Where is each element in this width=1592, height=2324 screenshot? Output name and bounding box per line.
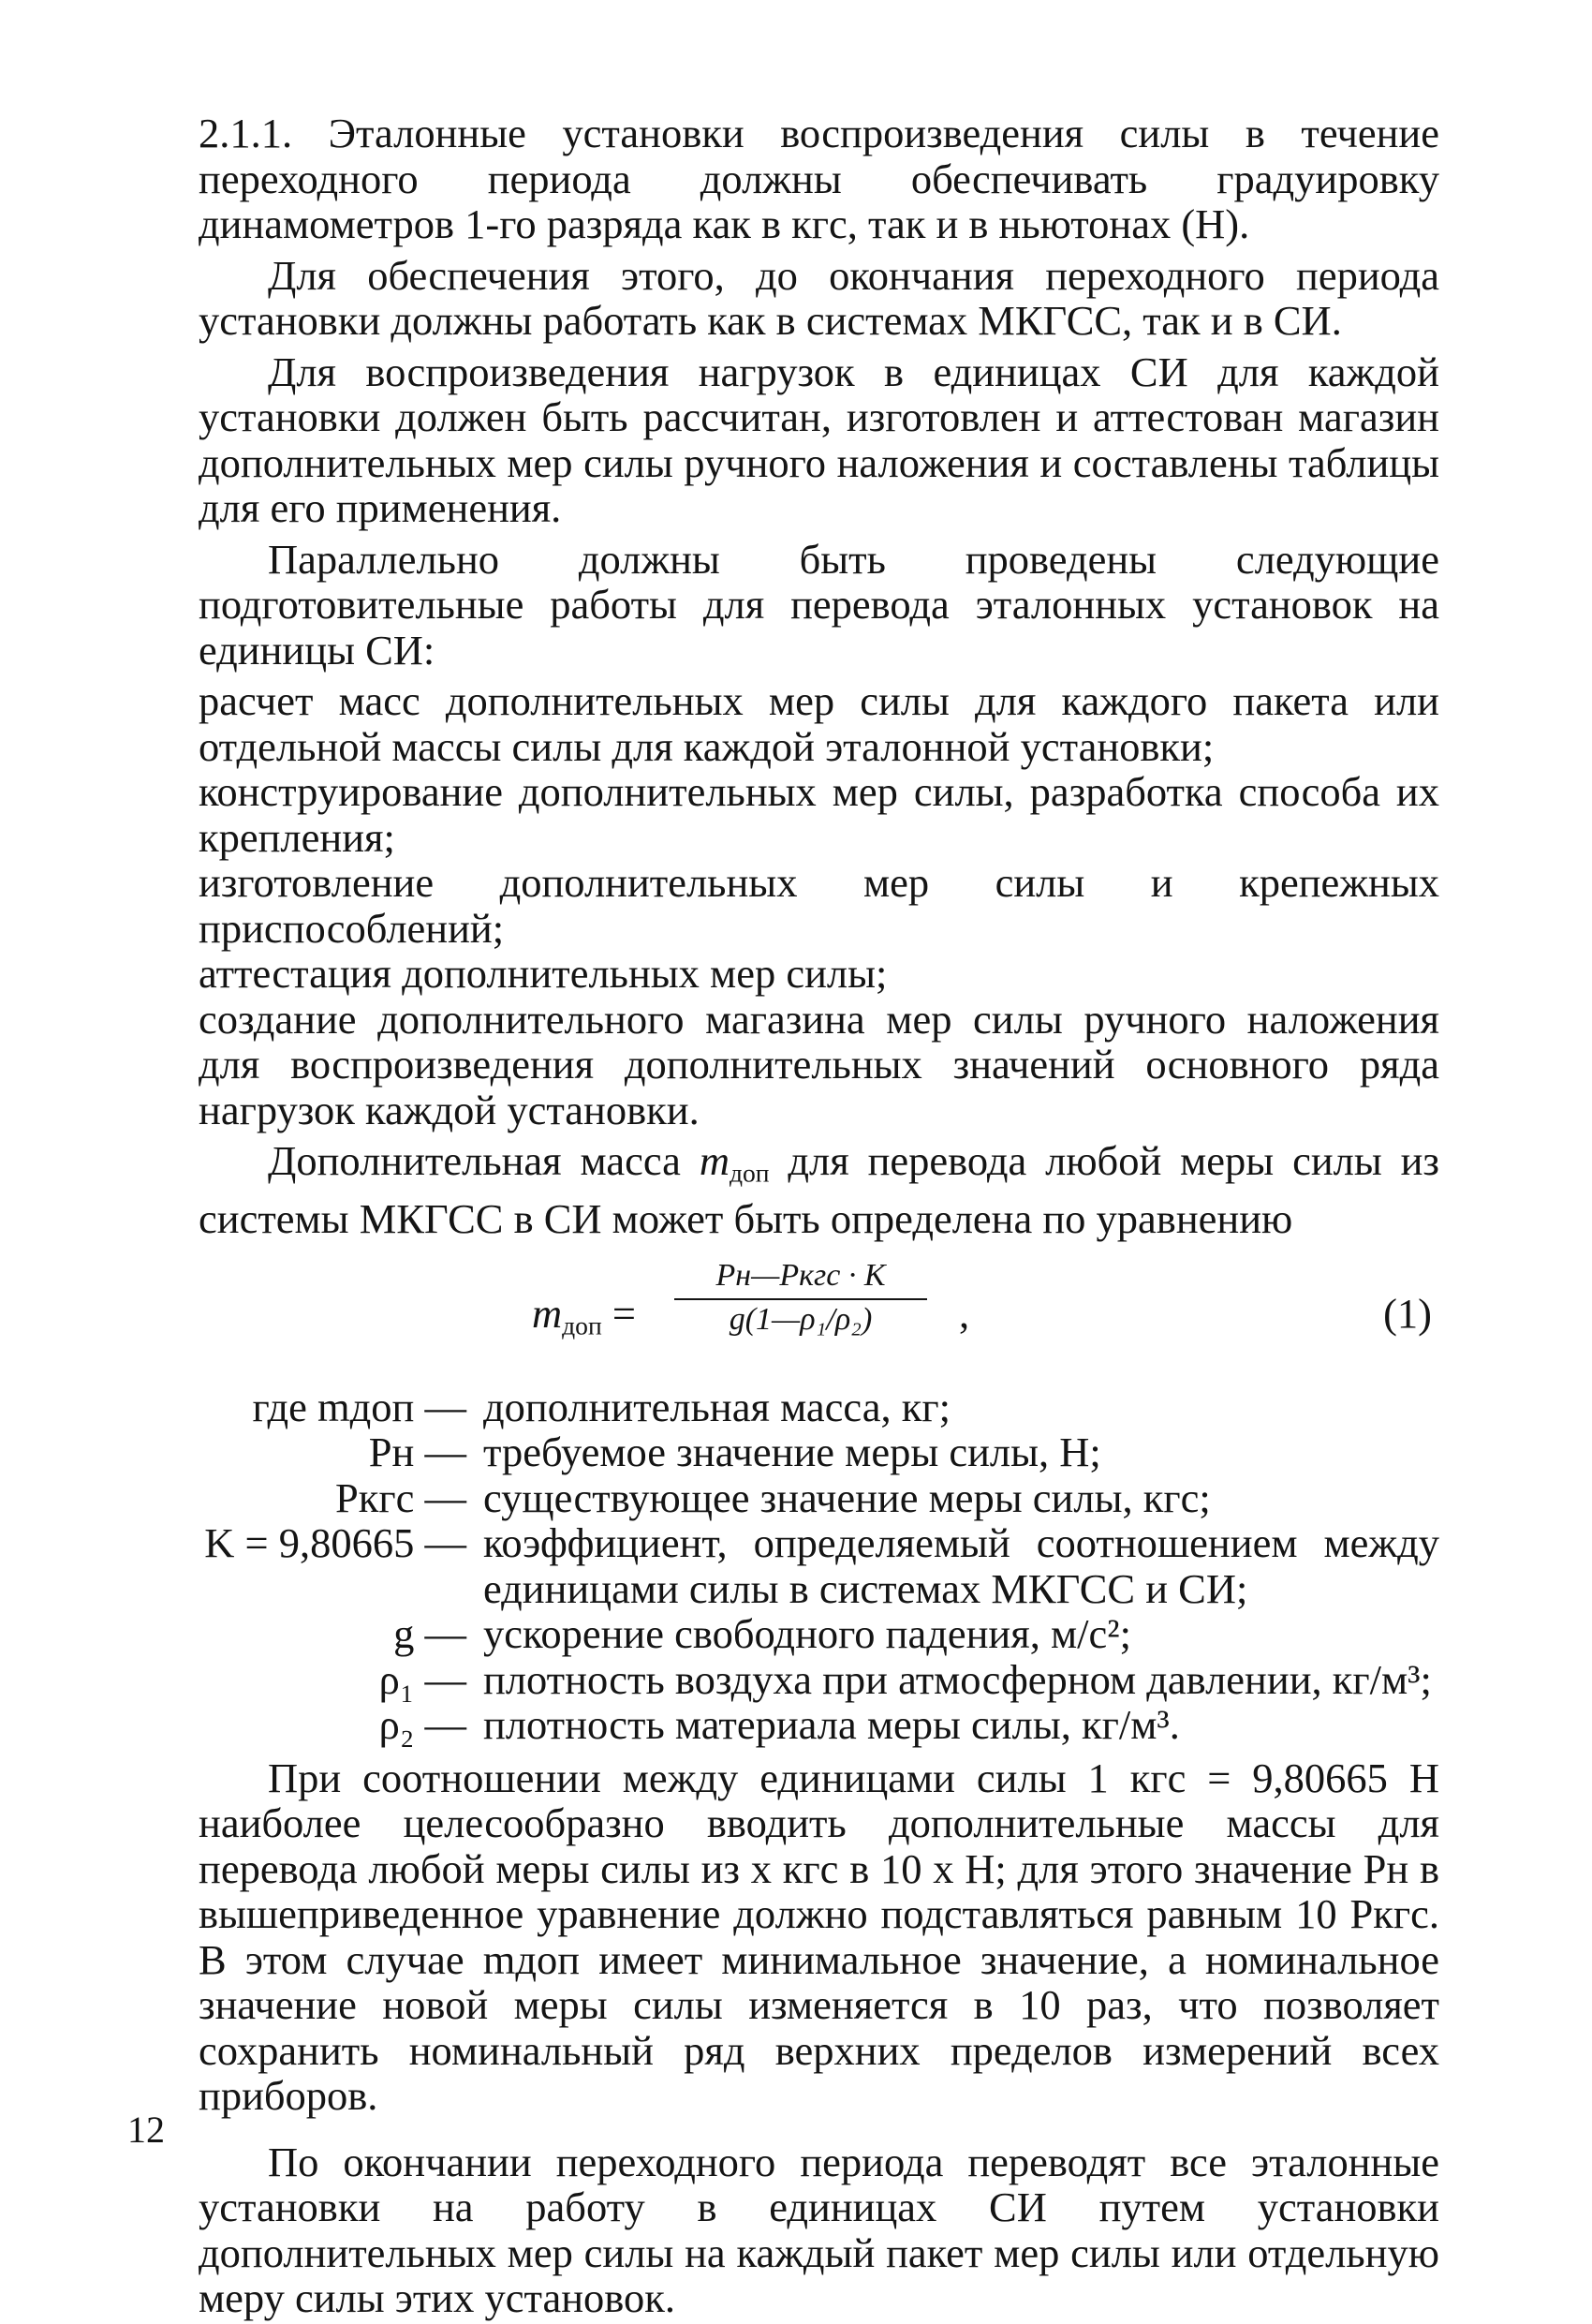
equation-lhs-symbol: m (532, 1289, 563, 1337)
paragraph-transition: Для обеспечения этого, до окончания переходного периода установки должны работать как в системах МКГСС, так и в СИ. (199, 251, 1439, 344)
equation-fraction (674, 1257, 927, 1340)
equation-number: (1) (1383, 1289, 1432, 1337)
list-item: аттестация дополнительных мер силы; (199, 950, 888, 997)
work-items-list (199, 678, 1439, 1132)
list-item: расчет масс дополнительных мер силы для каждого пакета или отдельной массы силы для каждой эталонной установки; (199, 677, 1439, 770)
paragraph-si-loads: Для воспроизведения нагрузок в единицах СИ для каждой установки должен быть рассчитан, изготовлен и аттестован магазин дополнительных мер силы ручного наложения и составлены таблицы для его применения. (199, 348, 1439, 531)
equation-1 (199, 1255, 1439, 1375)
mass-intro-before: Дополнительная масса (268, 1137, 700, 1184)
definition-row (199, 1520, 1439, 1611)
definition-row (199, 1475, 1439, 1521)
definition-text: дополнительная масса, кг; (483, 1383, 951, 1430)
definition-row (199, 1657, 1439, 1703)
definition-row (199, 1702, 1439, 1748)
definition-symbol: Pн — (368, 1428, 466, 1476)
paragraph-end-transition: По окончании переходного периода переводят все эталонные установки на работу в единицах СИ путем установки дополнительных мер силы на каждый пакет мер силы или отдельную меру силы этих установок. (199, 2138, 1439, 2322)
document-page (199, 111, 1439, 2321)
equation-equals: = (612, 1289, 636, 1337)
definition-symbol: Pкгс — (335, 1473, 466, 1521)
definition-text: требуемое значение меры силы, Н; (483, 1428, 1101, 1476)
list-item: конструирование дополнительных мер силы, разработка способа их крепления; (199, 768, 1439, 861)
mass-symbol: m (699, 1137, 730, 1184)
definition-symbol: ρ₂ — (378, 1701, 466, 1749)
definition-text: плотность воздуха при атмосферном давлении, кг/м³; (483, 1655, 1432, 1703)
paragraph-ratio: При соотношении между единицами силы 1 кгс = 9,80665 Н наиболее целесообразно вводить дополнительные массы для перевода любой меры силы из x кгс в 10 x Н; для этого значение Pн в вышеприведенное уравнение должно подставляться равным 10 Pкгс. В этом случае mдоп имеет минимальное значение, а номинальное значение новой меры силы изменяется в 10 раз, что позволяет сохранить номинальный ряд верхних пределов измерений всех приборов. (199, 1754, 1439, 2120)
mass-intro-after: для перевода любой меры силы из системы МКГСС в СИ может быть определена по уравнению (199, 1137, 1440, 1243)
definitions-list (199, 1384, 1439, 1748)
equation-numerator: Pн—Pкгс · K (674, 1257, 927, 1300)
definition-row (199, 1429, 1439, 1475)
definition-row (199, 1611, 1439, 1657)
definition-text: коэффициент, определяемый соотношением между единицами силы в системах МКГСС и СИ; (483, 1519, 1439, 1612)
paragraph-2-1-1: 2.1.1. Эталонные установки воспроизведения силы в течение переходного периода должны обеспечивать градуировку динамометров 1-го разряда как в кгс, так и в ньютонах (Н). (199, 110, 1439, 247)
equation-comma: , (959, 1289, 970, 1337)
paragraph-preparatory-works: Параллельно должны быть проведены следующие подготовительные работы для перевода эталонных установок на единицы СИ: (199, 535, 1439, 674)
mass-symbol-sub: доп (729, 1158, 770, 1188)
definition-symbol: где mдоп — (252, 1383, 466, 1430)
paragraph-additional-mass (199, 1138, 1439, 1242)
equation-lhs (532, 1289, 636, 1341)
list-item: создание дополнительного магазина мер силы ручного наложения для воспроизведения дополнительных значений основного ряда нагрузок каждой установки. (199, 995, 1439, 1133)
equation-denominator: g(1—ρ₁/ρ₂) (729, 1301, 873, 1337)
definition-symbol: ρ₁ — (378, 1655, 466, 1703)
page-number: 12 (127, 2109, 165, 2151)
definition-text: существующее значение меры силы, кгс; (483, 1473, 1211, 1521)
list-item: изготовление дополнительных мер силы и крепежных приспособлений; (199, 859, 1439, 952)
definition-row (199, 1384, 1439, 1430)
definition-text: ускорение свободного падения, м/с²; (483, 1610, 1131, 1658)
equation-lhs-sub: доп (562, 1310, 602, 1340)
definition-symbol: K = 9,80665 — (204, 1519, 466, 1567)
definition-symbol: g — (393, 1610, 466, 1658)
definition-text: плотность материала меры силы, кг/м³. (483, 1701, 1180, 1749)
